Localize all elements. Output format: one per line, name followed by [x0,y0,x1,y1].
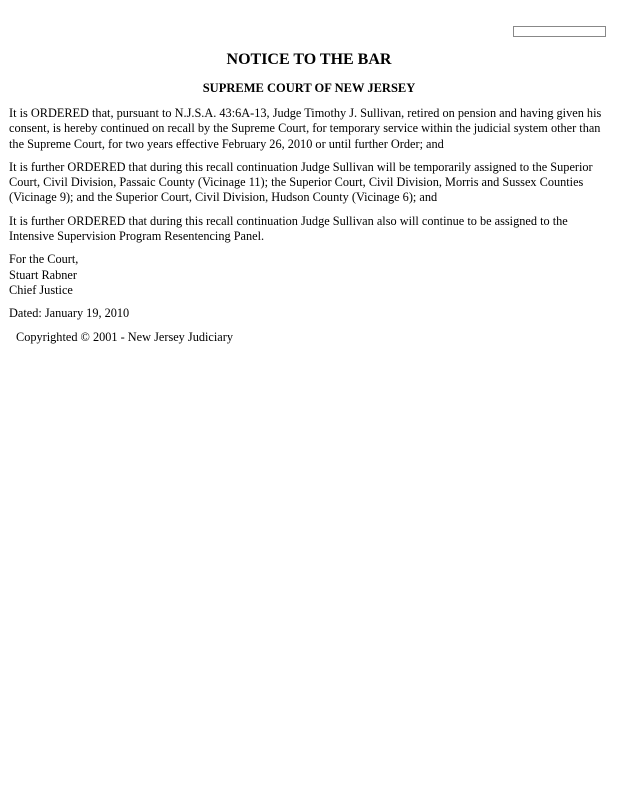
signature-for-court: For the Court, [9,252,79,267]
dated-line: Dated: January 19, 2010 [9,306,130,321]
notice-title: NOTICE TO THE BAR [226,51,392,68]
notice-document [9,50,609,345]
order-paragraph-assignment: It is further ORDERED that during this recall continuation Judge Sullivan will be temporarily assigned to the Superior Court, Civil Division, Passaic County (Vicinage 11); the Superior Court, Civil Division, Morris and Sussex Counties (Vicinage 9); and the Superior Court, Civil Division, Hudson County (Vicinage 6); and [9,159,593,205]
search-box[interactable] [513,26,606,37]
signature-name: Stuart Rabner [9,267,77,282]
signature-title: Chief Justice [9,282,73,297]
court-name: SUPREME COURT OF NEW JERSEY [202,81,416,95]
order-paragraph-panel: It is further ORDERED that during this recall continuation Judge Sullivan also will continue to be assigned to the Intensive Supervision Program Resentencing Panel. [9,213,568,244]
copyright-footer: Copyrighted © 2001 - New Jersey Judiciary [16,329,233,344]
signature-block [9,252,609,298]
order-paragraph-recall: It is ORDERED that, pursuant to N.J.S.A. 43:6A-13, Judge Timothy J. Sullivan, retired on pension and having given his consent, is hereby continued on recall by the Supreme Court, for temporary service within the judicial system other than the Supreme Court, for two years effective February 26, 2010 or until further Order; and [9,106,602,151]
